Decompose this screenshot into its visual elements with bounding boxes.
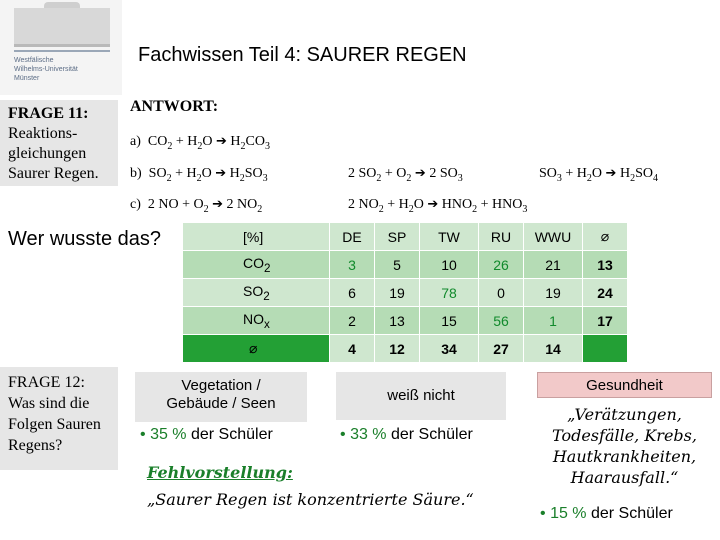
percent-suffix: der Schüler [390,426,473,443]
table-cell: 15 [420,307,479,335]
table-header-cell: TW [420,223,479,251]
table-header-cell: ⌀ [583,223,628,251]
answer-health-percent [540,505,673,523]
answer-vegetation-box [135,372,307,422]
row-label-so2: $SO_2$ [183,279,330,307]
logo-line-2: Wilhelms-Universität [14,66,78,73]
table-cell: 19 [524,279,583,307]
table-cell: 1 [524,307,583,335]
slide-title: Fachwissen Teil 4: SAURER REGEN [138,44,467,66]
question-11-heading: FRAGE 11: [8,105,89,122]
university-logo [0,0,122,95]
table-header-cell: SP [375,223,420,251]
logo-line-3: Münster [14,75,40,82]
table-row [183,279,628,307]
question-12-box [0,367,118,470]
answer-dont-know-percent [340,426,473,444]
table-cell: 2 [330,307,375,335]
table-header-cell: DE [330,223,375,251]
bullet-icon: • [140,426,146,443]
logo-line-1: Westfälische [14,57,54,64]
equation-b-label: b) [130,166,142,181]
percent-value: 35 % [150,426,187,443]
table-cell [583,335,628,363]
arrow-icon: ➔ [605,166,617,181]
question-11-line-1: Reaktions- [8,125,78,142]
table-cell: 21 [524,251,583,279]
table-header-cell: [%] [183,223,330,251]
table-cell: 12 [375,335,420,363]
answer-vegetation-percent [140,426,273,444]
table-cell: 13 [375,307,420,335]
answer-health-box: Gesundheit [537,372,712,398]
equation-b-1: b) $SO_2 + H_2O$ ➔ $H_2SO_3$ [130,166,268,184]
arrow-icon: ➔ [427,197,439,212]
misconception-heading: Fehlvorstellung: [147,463,293,482]
table-cell: 78 [420,279,479,307]
quote-line: Hautkrankheiten, [552,447,697,466]
question-12-line-1: Was sind die [8,395,90,412]
table-cell: 26 [479,251,524,279]
table-cell: 13 [583,251,628,279]
table-cell: 0 [479,279,524,307]
table-cell: 10 [420,251,479,279]
question-11-box [0,100,118,186]
table-cell: 4 [330,335,375,363]
survey-results-table [182,222,628,363]
question-11-line-2: gleichungen [8,145,87,162]
answer-vegetation-line-1: Vegetation / [181,377,261,394]
arrow-icon: ➔ [212,197,224,212]
percent-suffix: der Schüler [190,426,273,443]
misconception-quote: „Saurer Regen ist konzentrierte Säure.“ [147,490,474,509]
equation-a: a) $CO_2 + H_2O$ ➔ $H_2CO_3$ [130,134,270,152]
logo-building-icon [14,8,110,47]
answer-dont-know-box: weiß nicht [336,372,506,420]
equation-b-3: $SO_3 + H_2O$ ➔ $H_2SO_4$ [539,166,658,184]
arrow-icon: ➔ [215,134,227,149]
row-label-nox: $NO_x$ [183,307,330,335]
table-cell: 27 [479,335,524,363]
table-cell: 56 [479,307,524,335]
quote-line: „Verätzungen, [567,405,682,424]
quote-line: Haarausfall.“ [570,468,679,487]
table-cell: 3 [330,251,375,279]
row-label-co2: $CO_2$ [183,251,330,279]
bullet-icon: • [340,426,346,443]
table-cell: 19 [375,279,420,307]
table-header-cell: RU [479,223,524,251]
table-header-row [183,223,628,251]
percent-value: 33 % [350,426,387,443]
table-cell: 34 [420,335,479,363]
question-12-heading: FRAGE 12: [8,374,85,391]
question-11-line-3: Saurer Regen. [8,165,99,182]
answer-vegetation-line-2: Gebäude / Seen [166,395,276,412]
quote-line: Todesfälle, Krebs, [552,426,697,445]
answer-health-quote [537,404,712,488]
table-cell: 17 [583,307,628,335]
answer-heading: ANTWORT: [130,98,219,115]
percent-suffix: der Schüler [590,505,673,522]
table-cell: 14 [524,335,583,363]
table-cell: 5 [375,251,420,279]
table-header-cell: WWU [524,223,583,251]
equation-c-label: c) [130,197,141,212]
equation-c-2: 2 $NO_2 + H_2O$ ➔ $HNO_2 + HNO_3$ [348,197,528,215]
question-12-line-2: Folgen Sauren [8,416,101,433]
logo-text [14,56,78,83]
percent-value: 15 % [550,505,587,522]
arrow-icon: ➔ [215,166,227,181]
logo-divider [14,50,110,52]
table-row [183,335,628,363]
table-cell: 6 [330,279,375,307]
table-row [183,307,628,335]
table-cell: 24 [583,279,628,307]
equation-a-label: a) [130,134,141,149]
table-row [183,251,628,279]
who-knew-heading: Wer wusste das? [8,228,162,250]
equation-c-1: c) 2 NO + $O_2$ ➔ 2 $NO_2$ [130,197,263,215]
question-12-line-3: Regens? [8,437,63,454]
bullet-icon: • [540,505,546,522]
equation-b-2: 2 $SO_2 + O_2$ ➔ 2 $SO_3$ [348,166,463,184]
row-label-average: ⌀ [183,335,330,363]
arrow-icon: ➔ [414,166,426,181]
